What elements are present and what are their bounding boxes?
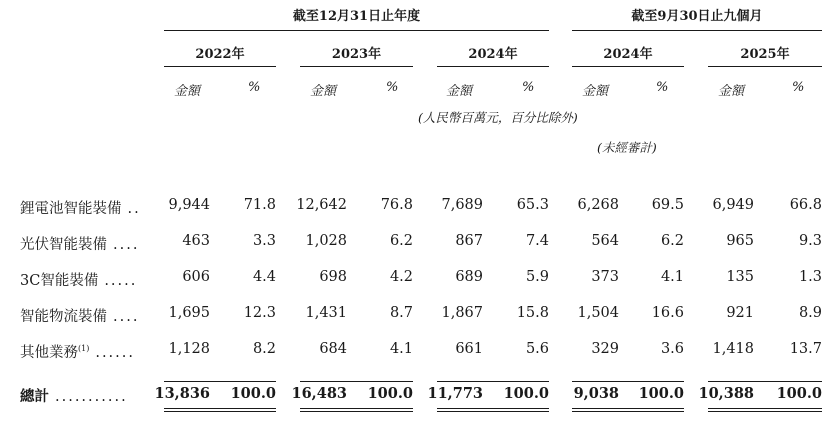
amount-cell: 661	[455, 341, 483, 357]
year-rule-2024-nine-months	[572, 66, 684, 67]
total-top-rule	[437, 381, 549, 382]
unaudited-note: (未經審計)	[597, 140, 657, 155]
amount-cell: 1,431	[305, 305, 347, 321]
amount-cell: 9,944	[168, 197, 210, 213]
percent-cell: 100.0	[230, 385, 276, 402]
percent-cell: 4.4	[252, 269, 276, 285]
amount-cell: 564	[591, 233, 619, 249]
percent-cell: 100.0	[638, 385, 684, 402]
percent-cell: 3.3	[252, 233, 276, 249]
percent-cell: 69.5	[651, 197, 684, 213]
group-header-fiscal-year-rule	[164, 30, 549, 31]
row-label	[20, 305, 139, 326]
amount-cell: 11,773	[427, 385, 483, 402]
amount-cell: 1,028	[305, 233, 347, 249]
percent-cell: 5.6	[525, 341, 549, 357]
total-label	[20, 385, 128, 406]
total-double-rule	[437, 411, 549, 412]
year-rule-2025	[708, 66, 822, 67]
amount-cell: 1,695	[168, 305, 210, 321]
leader-dots: ....	[113, 237, 140, 253]
percent-header: %	[522, 80, 535, 95]
amount-cell: 6,949	[712, 197, 754, 213]
group-header-nine-months: 截至9月30日止九個月	[631, 9, 763, 24]
percent-cell: 6.2	[389, 233, 413, 249]
amount-cell: 12,642	[296, 197, 347, 213]
row-label-text: 3C智能裝備	[20, 273, 99, 289]
amount-cell: 6,268	[577, 197, 619, 213]
total-double-rule	[572, 411, 684, 412]
amount-header: 金額	[446, 84, 473, 99]
percent-cell: 3.6	[660, 341, 684, 357]
percent-cell: 6.2	[660, 233, 684, 249]
percent-cell: 100.0	[503, 385, 549, 402]
amount-cell: 373	[591, 269, 619, 285]
leader-dots: .....	[104, 273, 138, 289]
leader-dots: ...........	[55, 389, 128, 405]
amount-cell: 10,388	[698, 385, 754, 402]
row-label-text: 總計	[20, 388, 49, 405]
year-rule-2024	[437, 66, 549, 67]
percent-cell: 65.3	[516, 197, 549, 213]
total-double-rule	[164, 408, 276, 409]
percent-cell: 4.1	[660, 269, 684, 285]
total-double-rule	[572, 408, 684, 409]
percent-cell: 7.4	[525, 233, 549, 249]
amount-header: 金額	[174, 84, 201, 99]
year-header-2022: 2022年	[195, 47, 245, 62]
year-header-2024-nine-months: 2024年	[603, 47, 653, 62]
currency-note: (人民幣百萬元，百分比除外)	[418, 110, 578, 125]
total-top-rule	[708, 381, 822, 382]
amount-header: 金額	[310, 84, 337, 99]
amount-cell: 1,504	[577, 305, 619, 321]
amount-cell: 16,483	[291, 385, 347, 402]
percent-cell: 100.0	[367, 385, 413, 402]
row-label-text: 智能物流裝備	[20, 309, 107, 325]
footnote-marker: (1)	[78, 344, 90, 354]
percent-cell: 16.6	[651, 305, 684, 321]
percent-cell: 71.8	[243, 197, 276, 213]
amount-cell: 1,418	[712, 341, 754, 357]
percent-cell: 4.1	[389, 341, 413, 357]
percent-cell: 4.2	[389, 269, 413, 285]
percent-cell: 1.3	[798, 269, 822, 285]
amount-cell: 684	[319, 341, 347, 357]
percent-cell: 15.8	[516, 305, 549, 321]
amount-cell: 698	[319, 269, 347, 285]
percent-cell: 9.3	[798, 233, 822, 249]
amount-cell: 921	[726, 305, 754, 321]
amount-cell: 329	[591, 341, 619, 357]
leader-dots: ....	[113, 309, 140, 325]
amount-cell: 135	[726, 269, 754, 285]
year-rule-2022	[164, 66, 276, 67]
amount-cell: 9,038	[573, 385, 619, 402]
group-header-fiscal-year: 截至12月31日止年度	[292, 9, 421, 24]
amount-header: 金額	[718, 84, 745, 99]
leader-dots: ......	[95, 345, 135, 361]
total-double-rule	[164, 411, 276, 412]
row-label	[20, 341, 135, 362]
percent-header: %	[248, 80, 261, 95]
percent-cell: 66.8	[789, 197, 822, 213]
percent-header: %	[792, 80, 805, 95]
row-label	[20, 233, 139, 254]
year-header-2023: 2023年	[331, 47, 382, 62]
amount-cell: 7,689	[441, 197, 483, 213]
total-top-rule	[164, 381, 276, 382]
total-double-rule	[708, 408, 822, 409]
year-rule-2023	[300, 66, 413, 67]
row-label	[20, 269, 137, 290]
amount-cell: 13,836	[154, 385, 210, 402]
amount-header: 金額	[582, 84, 609, 99]
percent-cell: 76.8	[380, 197, 413, 213]
amount-cell: 867	[455, 233, 483, 249]
amount-cell: 1,128	[168, 341, 210, 357]
percent-header: %	[386, 80, 399, 95]
row-label	[20, 197, 141, 218]
row-label-text: 其他業務	[20, 345, 78, 361]
total-top-rule	[300, 381, 413, 382]
percent-cell: 8.7	[389, 305, 413, 321]
total-double-rule	[708, 411, 822, 412]
total-double-rule	[437, 408, 549, 409]
percent-cell: 12.3	[243, 305, 276, 321]
amount-cell: 1,867	[441, 305, 483, 321]
group-header-nine-months-rule	[572, 30, 822, 31]
leader-dots: ..	[127, 201, 141, 217]
year-header-2025: 2025年	[740, 47, 790, 62]
total-double-rule	[300, 411, 413, 412]
amount-cell: 965	[726, 233, 754, 249]
total-double-rule	[300, 408, 413, 409]
total-top-rule	[572, 381, 684, 382]
percent-cell: 8.9	[798, 305, 822, 321]
year-header-2024: 2024年	[468, 47, 518, 62]
amount-cell: 463	[182, 233, 210, 249]
amount-cell: 606	[182, 269, 210, 285]
percent-cell: 100.0	[776, 385, 822, 402]
percent-cell: 8.2	[252, 341, 276, 357]
row-label-text: 鋰電池智能裝備	[20, 201, 122, 217]
row-label-text: 光伏智能裝備	[20, 237, 107, 253]
percent-cell: 13.7	[789, 341, 822, 357]
percent-header: %	[656, 80, 669, 95]
percent-cell: 5.9	[525, 269, 549, 285]
amount-cell: 689	[455, 269, 483, 285]
